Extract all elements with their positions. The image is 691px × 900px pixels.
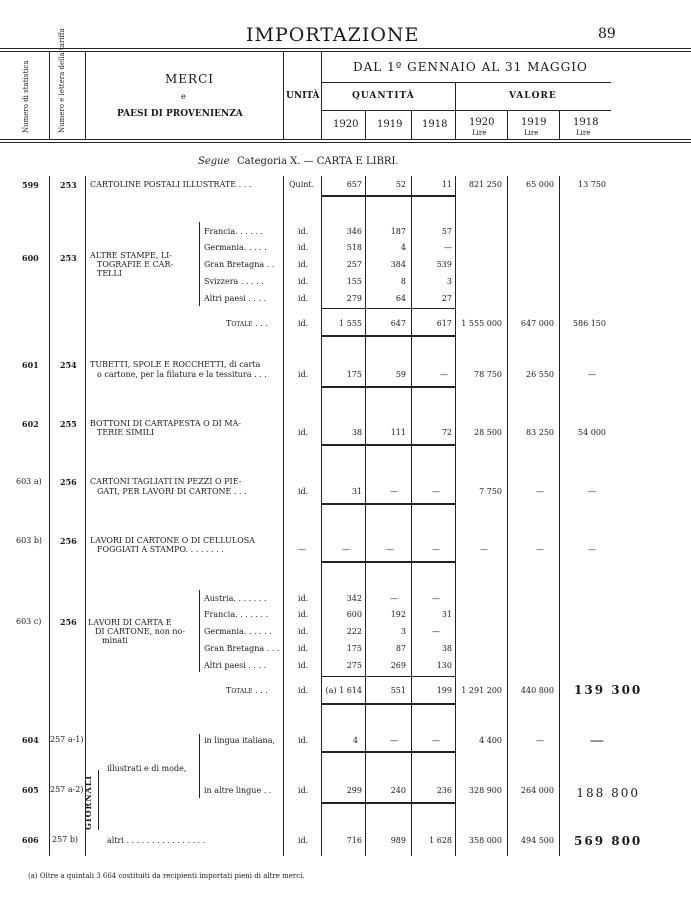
country-603c-austria: Austria. . . . . . . <box>204 594 267 603</box>
q1918-600-francia: 57 <box>441 227 452 236</box>
header-top-rule <box>0 48 691 49</box>
country-600-francia: Francia. . . . . . <box>204 227 264 236</box>
footnote: (a) Oltre a quintali 3 664 costituiti da recipienti importati pieni di altre merci. <box>28 872 305 880</box>
header-quantita: QUANTITÀ <box>352 91 415 101</box>
tv1920-603c: 1 291 200 <box>461 686 502 695</box>
unit-603c-granbretagna: id. <box>298 644 309 653</box>
unit-600-francia: id. <box>298 227 309 236</box>
q1920-603b: — <box>342 545 350 554</box>
q1919-599: 52 <box>395 180 406 189</box>
v1920-601: 78 750 <box>474 370 502 379</box>
tv1918-603c: 139 300 <box>574 683 643 697</box>
v1920-603b: — <box>480 545 488 554</box>
unit-603a: id. <box>298 487 309 496</box>
v1918-603b: — <box>588 545 596 554</box>
q1918-600-germania: — <box>444 243 452 252</box>
q1920-604: 4 <box>352 736 358 745</box>
category-segue: Segue <box>198 156 230 167</box>
v1919-603a: — <box>536 487 544 496</box>
v1918-603a: — <box>588 487 596 496</box>
v1919-601: 26 550 <box>526 370 554 379</box>
q1920-600-francia: 346 <box>346 227 362 236</box>
unit-totale-600: id. <box>298 319 309 328</box>
stat-604: 604 <box>22 735 39 745</box>
desc-600-2: TOGRAFIE E CAR- <box>97 260 174 269</box>
desc-602-1: BOTTONI DI CARTAPESTA O DI MA- <box>90 419 242 428</box>
tv1920-600: 1 555 000 <box>461 319 502 328</box>
q1918-599: 11 <box>441 180 452 189</box>
v1919-606: 494 500 <box>520 836 554 845</box>
unit-604: id. <box>298 736 309 745</box>
v1919-604: — <box>536 736 544 745</box>
q1919-603c-altri: 269 <box>390 661 406 670</box>
q1920-603c-germania: 222 <box>346 627 362 636</box>
header-lire-1920: Lire <box>472 129 487 137</box>
tv1918-600: 586 150 <box>572 319 606 328</box>
q1920-603c-francia: 600 <box>346 610 362 619</box>
q1918-603c-granbretagna: 38 <box>441 644 452 653</box>
q1919-603b: — <box>386 545 394 554</box>
q1920-600-svizzera: 155 <box>346 277 362 286</box>
q1920-600-germania: 518 <box>346 243 362 252</box>
q1919-600-germania: 4 <box>400 243 406 252</box>
q1918-603c-altri: 130 <box>436 661 452 670</box>
q1919-600-altri: 64 <box>395 294 406 303</box>
tariff-604: 257 a-1) <box>50 735 84 744</box>
v1920-606: 358 000 <box>468 836 502 845</box>
tq1919-600: 647 <box>390 319 406 328</box>
q1920-601: 175 <box>346 370 362 379</box>
unit-603b: — <box>298 545 306 554</box>
q1919-600-francia: 187 <box>390 227 406 236</box>
q1918-605: 236 <box>436 786 452 795</box>
q1920-600-altri: 279 <box>346 294 362 303</box>
q1919-603c-francia: 192 <box>390 610 406 619</box>
q1918-603b: — <box>432 545 440 554</box>
header-paesi: PAESI DI PROVENIENZA <box>117 109 243 119</box>
q1919-606: 989 <box>390 836 406 845</box>
tariff-599: 253 <box>60 180 77 190</box>
q1918-602: 72 <box>441 428 452 437</box>
v1919-599: 65 000 <box>526 180 554 189</box>
tariff-606: 257 b) <box>52 835 79 844</box>
v1918-599: 13 750 <box>578 180 606 189</box>
country-600-granbretagna: Gran Bretagna . . <box>204 260 275 269</box>
header-year-v-1920: 1920 <box>469 117 495 128</box>
desc-603b-1: LAVORI DI CARTONE O DI CELLULOSA <box>90 536 256 545</box>
v1920-599: 821 250 <box>468 180 502 189</box>
header-year-v-1918: 1918 <box>573 117 599 128</box>
header-unita: UNITÀ <box>286 91 320 101</box>
desc-604: in lingua italiana, <box>204 736 276 745</box>
desc-602-2: TERIE SIMILI <box>97 428 155 437</box>
q1920-603c-altri: 275 <box>346 661 362 670</box>
unit-603c-germania: id. <box>298 627 309 636</box>
q1918-603c-austria: — <box>432 594 440 603</box>
stat-601: 601 <box>22 360 39 370</box>
brace-603c <box>199 590 200 672</box>
desc-603c-1: LAVORI DI CARTA E <box>88 618 172 627</box>
header-col-stat: Numero di statistica <box>22 60 30 133</box>
q1918-601: — <box>440 370 448 379</box>
unit-603c-altri: id. <box>298 661 309 670</box>
header-top-rule-2 <box>0 51 691 52</box>
tv1919-603c: 440 800 <box>520 686 554 695</box>
desc-600-3: TELLI <box>97 269 122 278</box>
header-lire-1919: Lire <box>524 129 539 137</box>
tariff-603b: 256 <box>60 536 77 546</box>
q1918-603c-francia: 31 <box>441 610 452 619</box>
v1918-606: 569 800 <box>574 834 643 848</box>
tq1920-603c: (a) 1 614 <box>325 686 362 695</box>
q1920-599: 657 <box>346 180 362 189</box>
header-year-q-1920: 1920 <box>333 119 359 130</box>
v1920-605: 328 900 <box>468 786 502 795</box>
header-year-q-1918: 1918 <box>422 119 448 130</box>
desc-603c-3: minati <box>102 636 128 645</box>
page-title: IMPORTAZIONE <box>246 24 420 46</box>
unit-603c-austria: id. <box>298 594 309 603</box>
tariff-602: 255 <box>60 419 77 429</box>
stat-605: 605 <box>22 785 39 795</box>
q1919-603c-germania: 3 <box>400 627 406 636</box>
header-valore: VALORE <box>509 91 557 101</box>
unit-600-altri: id. <box>298 294 309 303</box>
header-bottom-rule <box>0 139 691 140</box>
header-e: e <box>181 92 186 101</box>
q1919-603a: — <box>390 487 398 496</box>
stat-602: 602 <box>22 419 39 429</box>
stat-603b: 603 b) <box>16 536 43 545</box>
q1919-600-granbretagna: 384 <box>390 260 406 269</box>
country-603c-francia: Francia. . . . . . . <box>204 610 269 619</box>
unit-605: id. <box>298 786 309 795</box>
header-year-q-1919: 1919 <box>377 119 403 130</box>
stat-606: 606 <box>22 835 39 845</box>
totale-603c: Totale . . . <box>226 686 268 695</box>
tq1918-603c: 199 <box>436 686 452 695</box>
q1918-604: — <box>432 736 440 745</box>
q1919-602: 111 <box>390 428 406 437</box>
unit-601: id. <box>298 370 309 379</box>
q1918-600-svizzera: 3 <box>446 277 452 286</box>
unit-600-svizzera: id. <box>298 277 309 286</box>
desc-601-1: TUBETTI, SPOLE E ROCCHETTI, di carta <box>90 360 261 369</box>
tv1919-600: 647 000 <box>520 319 554 328</box>
v1920-604: 4 400 <box>479 736 502 745</box>
header-col-tariff: Numero e lettera della tariffa <box>58 28 66 133</box>
stat-603c: 603 c) <box>16 617 42 626</box>
tq1918-600: 617 <box>436 319 452 328</box>
q1919-601: 59 <box>395 370 406 379</box>
brace-600 <box>199 222 200 306</box>
q1920-603c-austria: 342 <box>346 594 362 603</box>
unit-600-germania: id. <box>298 243 309 252</box>
unit-599: Quint. <box>289 180 315 189</box>
totale-600: Totale . . . <box>226 319 268 328</box>
q1919-605: 240 <box>390 786 406 795</box>
tariff-603c: 256 <box>60 617 77 627</box>
q1918-606: 1 628 <box>429 836 452 845</box>
desc-603c-2: DI CARTONE, non no- <box>95 627 186 636</box>
tq1919-603c: 551 <box>390 686 406 695</box>
country-603c-germania: Germania. . . . . . <box>204 627 272 636</box>
country-600-germania: Germania. . . . . <box>204 243 267 252</box>
q1919-600-svizzera: 8 <box>400 277 406 286</box>
q1920-603a: 31 <box>351 487 362 496</box>
illustrati-label: illustrati e di mode, <box>107 764 187 773</box>
brace-illustrati <box>199 734 200 798</box>
desc-605: in altre lingue . . <box>204 786 272 795</box>
v1920-602: 28 500 <box>474 428 502 437</box>
header-bottom-rule-2 <box>0 142 691 143</box>
desc-603a-2: GATI, PER LAVORI DI CARTONE . . . <box>97 487 247 496</box>
tariff-605: 257 a-2) <box>50 785 84 794</box>
country-603c-granbretagna: Gran Bretagna . . . <box>204 644 280 653</box>
unit-606: id. <box>298 836 309 845</box>
country-603c-altri: Altri paesi . . . . <box>204 661 267 670</box>
desc-606: altri . . . . . . . . . . . . . . . . <box>107 836 206 845</box>
q1919-603c-granbretagna: 87 <box>395 644 406 653</box>
unit-600-granbretagna: id. <box>298 260 309 269</box>
desc-600-1: ALTRE STAMPE, LI- <box>90 251 173 260</box>
v1919-602: 83 250 <box>526 428 554 437</box>
v1918-605: 188 800 <box>576 786 640 800</box>
tq1920-600: 1 555 <box>339 319 362 328</box>
q1920-600-granbretagna: 257 <box>346 260 362 269</box>
q1918-603a: — <box>432 487 440 496</box>
desc-599: CARTOLINE POSTALI ILLUSTRATE . . . <box>90 180 252 189</box>
header-lire-1918: Lire <box>576 129 591 137</box>
q1920-606: 716 <box>346 836 362 845</box>
q1920-603c-granbretagna: 175 <box>346 644 362 653</box>
unit-603c-francia: id. <box>298 610 309 619</box>
q1920-602: 38 <box>351 428 362 437</box>
q1920-605: 299 <box>346 786 362 795</box>
tariff-600: 253 <box>60 253 77 263</box>
v1918-604: — <box>590 733 604 749</box>
unit-602: id. <box>298 428 309 437</box>
stat-603a: 603 a) <box>16 477 42 486</box>
q1918-600-altri: 27 <box>441 294 452 303</box>
page-number: 89 <box>598 26 616 42</box>
q1918-603c-germania: — <box>432 627 440 636</box>
header-merci: MERCI <box>165 72 215 86</box>
brace-giornali <box>98 770 99 830</box>
giornali-label: GIORNALI <box>83 774 93 830</box>
desc-603a-1: CARTONI TAGLIATI IN PEZZI O PIE- <box>90 477 242 486</box>
v1919-603b: — <box>536 545 544 554</box>
q1919-603c-austria: — <box>390 594 398 603</box>
tariff-603a: 256 <box>60 477 77 487</box>
tariff-601: 254 <box>60 360 77 370</box>
country-600-svizzera: Svizzera . . . . . <box>204 277 264 286</box>
v1918-601: — <box>588 370 596 379</box>
q1918-600-granbretagna: 539 <box>436 260 452 269</box>
stat-600: 600 <box>22 253 39 263</box>
unit-totale-603c: id. <box>298 686 309 695</box>
header-year-v-1919: 1919 <box>521 117 547 128</box>
v1919-605: 264 000 <box>520 786 554 795</box>
v1920-603a: 7 750 <box>479 487 502 496</box>
v1918-602: 54 000 <box>578 428 606 437</box>
q1919-604: — <box>390 736 398 745</box>
header-period: DAL 1º GENNAIO AL 31 MAGGIO <box>353 60 588 74</box>
desc-601-2: o cartone, per la filatura e la tessitura . . . <box>97 370 267 379</box>
country-600-altri: Altri paesi . . . . <box>204 294 267 303</box>
category-title: Categoria X. — CARTA E LIBRI. <box>237 156 399 167</box>
desc-603b-2: FOGGIATI A STAMPO. . . . . . . . <box>97 545 224 554</box>
stat-599: 599 <box>22 180 39 190</box>
